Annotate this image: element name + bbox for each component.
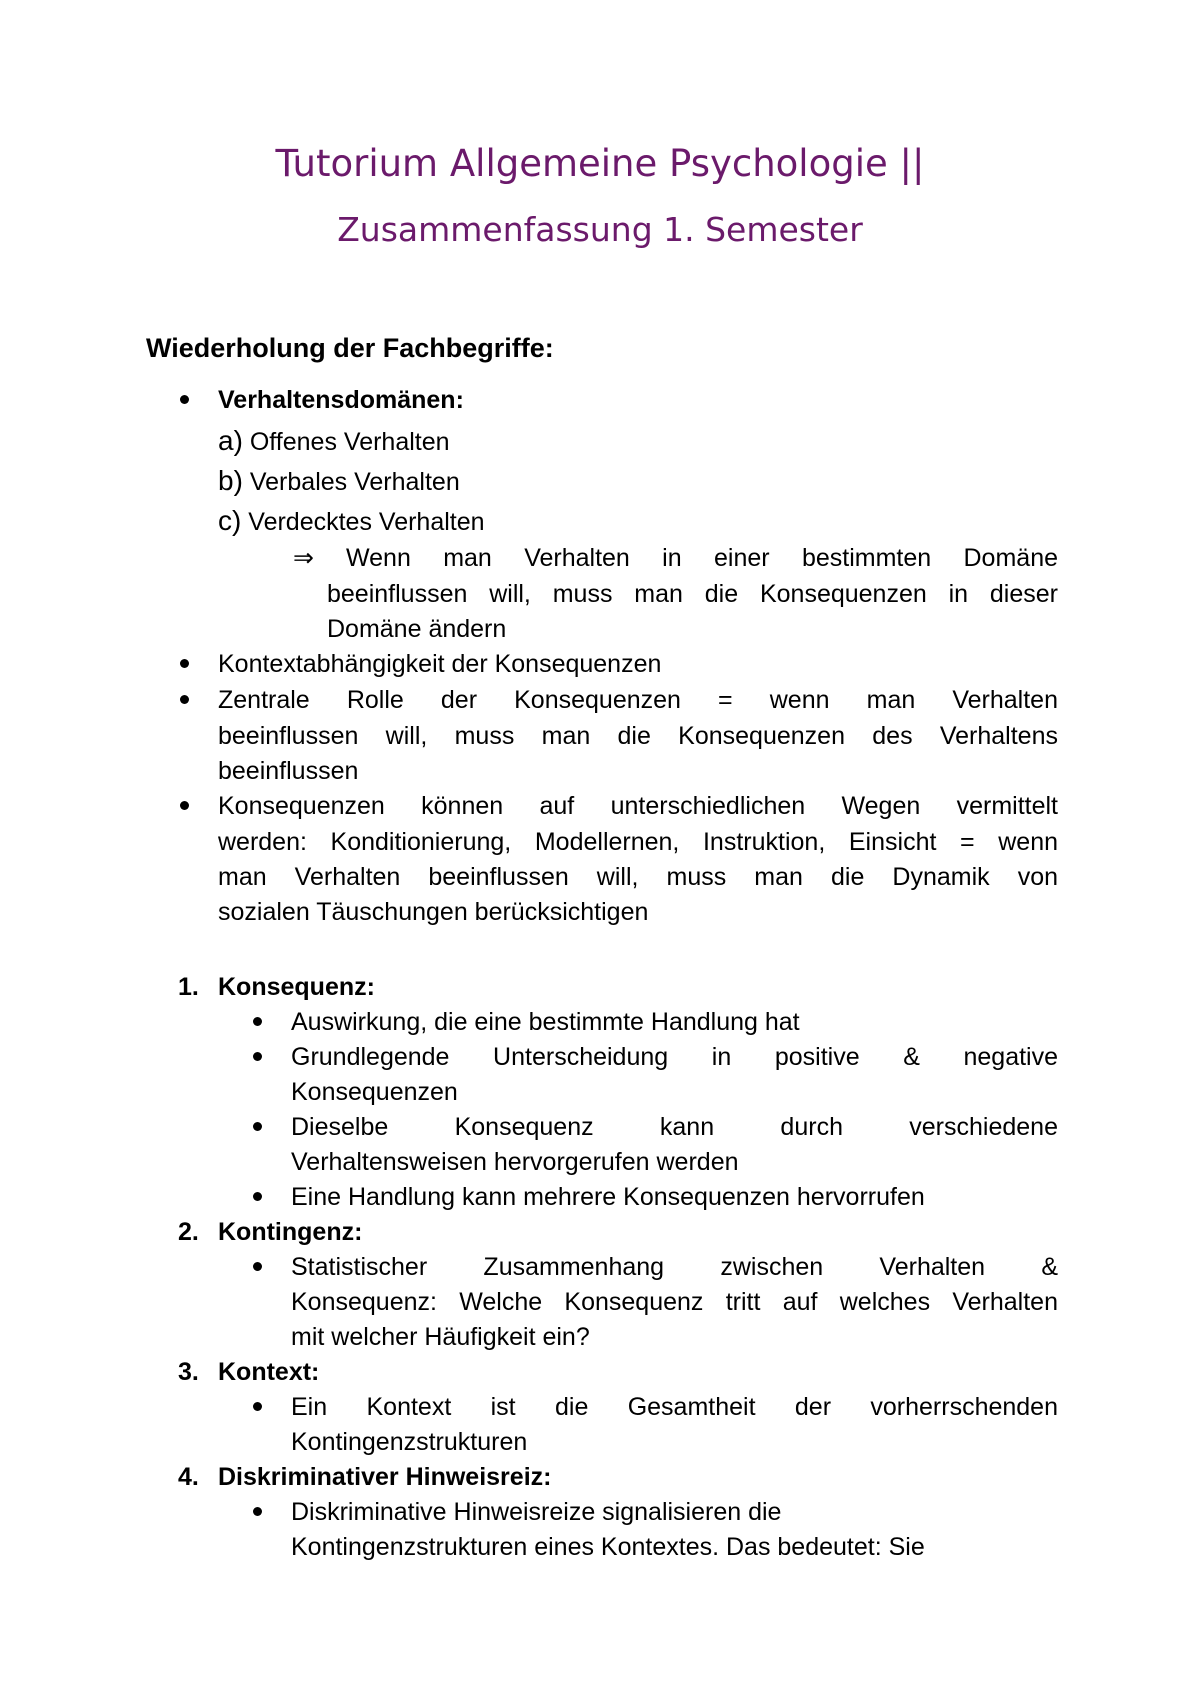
- arrow-icon: ⇒: [293, 544, 314, 572]
- numbered-item-line: Kontingenzstrukturen: [291, 1428, 528, 1456]
- bullet-dot: [180, 659, 189, 668]
- numbered-item-line: Eine Handlung kann mehrere Konsequenzen hervorrufen: [291, 1183, 925, 1211]
- conclusion-line: beeinflussen will, muss man die Konsequenzen in dieser: [327, 580, 1058, 608]
- domain-item: [218, 423, 450, 460]
- list-number: 3.: [178, 1358, 199, 1386]
- numbered-label: Konsequenz:: [218, 973, 375, 1001]
- domain-item-text: Verdecktes Verhalten: [248, 508, 485, 536]
- bullet-line: beeinflussen will, muss man die Konsequenzen des Verhaltens: [218, 722, 1058, 750]
- domain-item-marker: c): [218, 505, 242, 536]
- numbered-item-line: Grundlegende Unterscheidung in positive & negative: [291, 1043, 1058, 1071]
- domain-item-marker: b): [218, 465, 243, 496]
- numbered-item-line: Konsequenzen: [291, 1078, 458, 1106]
- bullet-dot: [180, 395, 189, 404]
- bullet-line: sozialen Täuschungen berücksichtigen: [218, 898, 649, 926]
- document-subtitle: Zusammenfassung 1. Semester: [337, 210, 863, 249]
- numbered-item-line: Dieselbe Konsequenz kann durch verschiedene: [291, 1113, 1058, 1141]
- numbered-item-line: Auswirkung, die eine bestimmte Handlung hat: [291, 1008, 800, 1036]
- bullet-line: Konsequenzen können auf unterschiedlichen Wegen vermittelt: [218, 792, 1058, 820]
- domain-item: [218, 503, 485, 540]
- bullet-dot: [180, 695, 189, 704]
- bullet-line: Zentrale Rolle der Konsequenzen = wenn man Verhalten: [218, 686, 1058, 714]
- numbered-label: Kontext:: [218, 1358, 320, 1386]
- section-heading: Wiederholung der Fachbegriffe:: [146, 333, 554, 363]
- bullet-line: beeinflussen: [218, 757, 359, 785]
- bullet-dot: [253, 1262, 262, 1271]
- bullet-dot: [180, 801, 189, 810]
- numbered-item-line: Diskriminative Hinweisreize signalisieren die: [291, 1498, 782, 1526]
- domain-item-text: Verbales Verhalten: [249, 468, 460, 496]
- domains-label: Verhaltensdomänen:: [218, 386, 464, 414]
- bullet-line: werden: Konditionierung, Modellernen, Instruktion, Einsicht = wenn: [218, 828, 1058, 856]
- bullet-dot: [253, 1122, 262, 1131]
- bullet-line: Kontextabhängigkeit der Konsequenzen: [218, 650, 662, 678]
- bullet-dot: [253, 1052, 262, 1061]
- numbered-item-line: Statistischer Zusammenhang zwischen Verhalten &: [291, 1253, 1058, 1281]
- bullet-dot: [253, 1192, 262, 1201]
- bullet-dot: [253, 1402, 262, 1411]
- numbered-item-line: Ein Kontext ist die Gesamtheit der vorherrschenden: [291, 1393, 1058, 1421]
- list-number: 4.: [178, 1463, 199, 1491]
- document-title: Tutorium Allgemeine Psychologie ||: [275, 142, 925, 185]
- numbered-item-line: mit welcher Häufigkeit ein?: [291, 1323, 590, 1351]
- list-number: 1.: [178, 973, 199, 1001]
- bullet-dot: [253, 1507, 262, 1516]
- domain-item: [218, 463, 460, 500]
- numbered-label: Diskriminativer Hinweisreiz:: [218, 1463, 552, 1491]
- bullet-line: man Verhalten beeinflussen will, muss man die Dynamik von: [218, 863, 1058, 891]
- conclusion-line: Wenn man Verhalten in einer bestimmten Domäne: [346, 544, 1058, 572]
- numbered-item-line: Konsequenz: Welche Konsequenz tritt auf welches Verhalten: [291, 1288, 1058, 1316]
- numbered-item-line: Verhaltensweisen hervorgerufen werden: [291, 1148, 739, 1176]
- domain-item-text: Offenes Verhalten: [249, 428, 450, 456]
- list-number: 2.: [178, 1218, 199, 1246]
- numbered-item-line: Kontingenzstrukturen eines Kontextes. Das bedeutet: Sie: [291, 1533, 925, 1561]
- conclusion-line: Domäne ändern: [327, 615, 507, 643]
- bullet-dot: [253, 1017, 262, 1026]
- domain-item-marker: a): [218, 425, 243, 456]
- numbered-label: Kontingenz:: [218, 1218, 363, 1246]
